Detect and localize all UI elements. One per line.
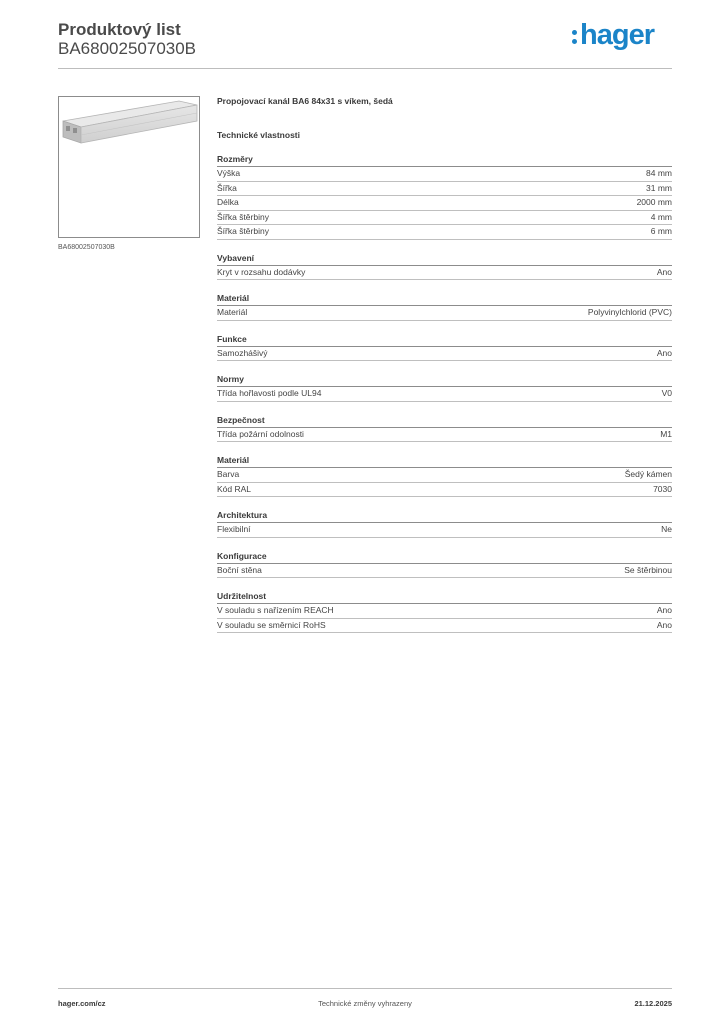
spec-label: Flexibilní — [217, 524, 251, 534]
spec-row — [217, 483, 672, 498]
spec-row — [217, 266, 672, 281]
section-title: Bezpečnost — [217, 415, 672, 428]
spec-value: 7030 — [653, 483, 672, 494]
spec-value: Ano — [656, 619, 672, 630]
image-caption: BA68002507030B — [58, 244, 115, 251]
spec-label: Kryt v rozsahu dodávky — [217, 266, 306, 277]
footer-date: 21.12.2025 — [634, 999, 672, 1008]
spec-row — [217, 196, 672, 211]
spec-section — [217, 510, 672, 538]
spec-section — [217, 253, 672, 281]
logo-text: hager — [580, 19, 654, 51]
spec-label: Materiál — [217, 307, 248, 317]
spec-row — [217, 619, 672, 634]
spec-section — [217, 374, 672, 402]
spec-value: 31 mm — [646, 182, 672, 193]
spec-row — [217, 468, 672, 483]
spec-value: Ne — [661, 524, 672, 534]
spec-section — [217, 551, 672, 579]
spec-value: 2000 mm — [636, 197, 672, 207]
section-title: Architektura — [217, 510, 672, 523]
spec-value: 4 mm — [650, 211, 672, 222]
spec-label: V souladu s nařízením REACH — [217, 605, 334, 615]
spec-row — [217, 225, 672, 240]
footer-website: hager.com/cz — [58, 999, 106, 1008]
spec-value: 6 mm — [650, 226, 672, 236]
logo-dots-icon — [572, 30, 577, 44]
spec-sections — [217, 154, 672, 633]
spec-label: Délka — [217, 197, 239, 207]
spec-section — [217, 455, 672, 497]
spec-label: Výška — [217, 168, 241, 178]
spec-row — [217, 211, 672, 226]
spec-row — [217, 428, 672, 443]
spec-value: 84 mm — [646, 168, 672, 178]
spec-section — [217, 415, 672, 443]
section-title: Rozměry — [217, 154, 672, 167]
spec-row — [217, 523, 672, 538]
spec-row — [217, 306, 672, 321]
page-header — [58, 20, 672, 68]
spec-value: V0 — [661, 388, 672, 398]
spec-row — [217, 604, 672, 619]
section-title: Udržitelnost — [217, 591, 672, 604]
section-title: Normy — [217, 374, 672, 387]
header-divider — [58, 68, 672, 69]
spec-row — [217, 387, 672, 402]
spec-row — [217, 167, 672, 182]
spec-row — [217, 347, 672, 362]
spec-value: Ano — [656, 605, 672, 615]
spec-row — [217, 564, 672, 579]
spec-section — [217, 154, 672, 240]
cable-trunking-image — [59, 97, 199, 237]
spec-label: Barva — [217, 469, 240, 479]
spec-row — [217, 182, 672, 197]
spec-value: Polyvinylchlorid (PVC) — [587, 307, 672, 317]
spec-label: Třída hořlavosti podle UL94 — [217, 388, 322, 398]
section-title: Konfigurace — [217, 551, 672, 564]
spec-value: M1 — [660, 428, 672, 439]
spec-label: Třída požární odolnosti — [217, 428, 304, 439]
document-title: Produktový list — [58, 20, 181, 39]
product-code: BA68002507030B — [58, 39, 197, 58]
product-image — [58, 96, 200, 238]
footer-notice: Technické změny vyhrazeny — [318, 999, 412, 1008]
spec-label: Šířka — [217, 182, 237, 193]
spec-value: Šedý kámen — [624, 469, 672, 479]
spec-value: Se štěrbinou — [624, 564, 672, 575]
spec-section — [217, 293, 672, 321]
spec-section — [217, 591, 672, 633]
spec-value: Ano — [656, 266, 672, 277]
hager-logo — [572, 19, 654, 52]
spec-label: Samozhášivý — [217, 347, 268, 358]
spec-label: Šířka štěrbiny — [217, 211, 269, 222]
spec-label: Šířka štěrbiny — [217, 226, 269, 236]
spec-value: Ano — [656, 347, 672, 358]
spec-label: Kód RAL — [217, 483, 252, 494]
spec-label: V souladu se směrnicí RoHS — [217, 619, 326, 630]
spec-section — [217, 334, 672, 362]
spec-label: Boční stěna — [217, 564, 262, 575]
spec-content — [217, 96, 672, 633]
product-name: Propojovací kanál BA6 84x31 s víkem, šedá — [217, 96, 393, 106]
page-footer — [58, 988, 672, 1009]
tech-heading: Technické vlastnosti — [217, 130, 300, 140]
section-title: Materiál — [217, 293, 672, 306]
section-title: Funkce — [217, 334, 672, 347]
section-title: Materiál — [217, 455, 672, 468]
section-title: Vybavení — [217, 253, 672, 266]
